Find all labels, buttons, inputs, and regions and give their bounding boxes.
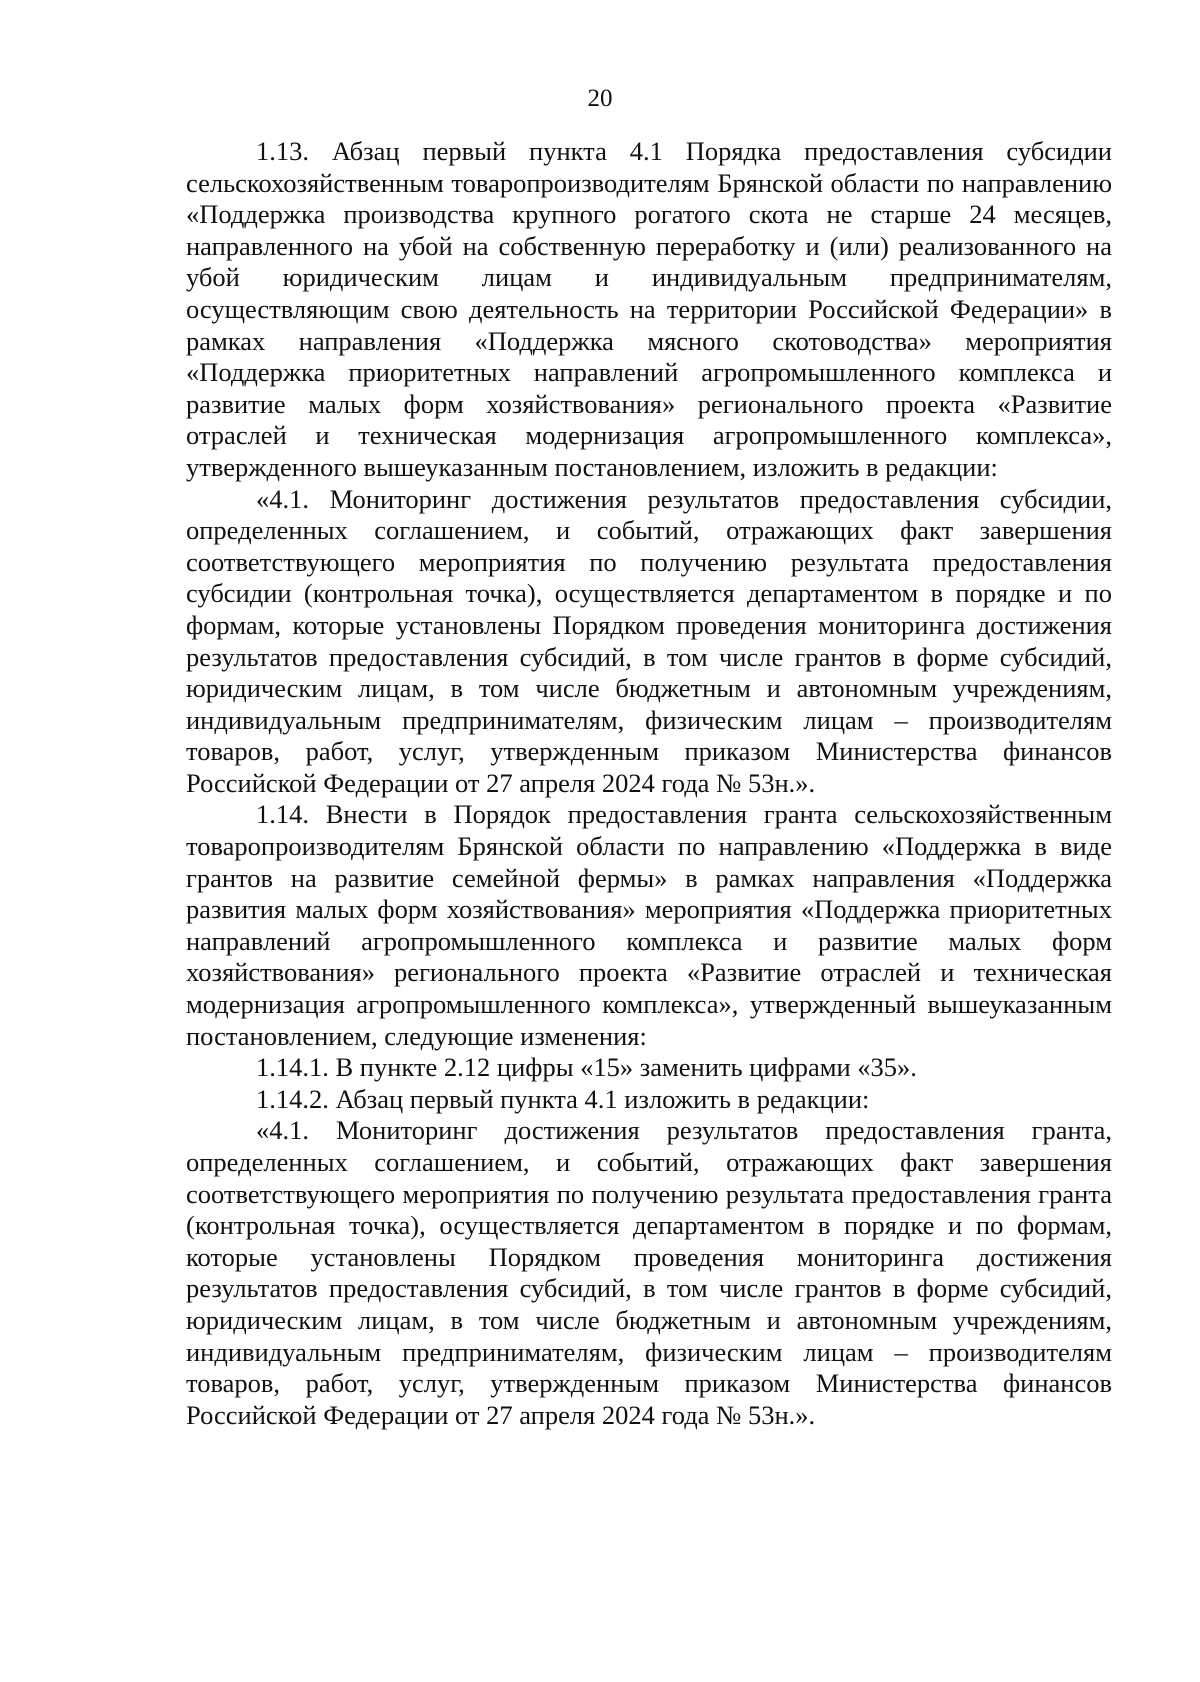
page-number: 20: [587, 85, 613, 112]
paragraph-1-14-2: 1.14.2. Абзац первый пункта 4.1 изложить в редакции:: [256, 1083, 870, 1114]
paragraph-1-14: 1.14. Внести в Порядок предоставления гранта сельскохозяйственным товаропроизводителям Брянской области по направлению «Поддержка в виде грантов на развитие семейной фермы» в рамках направления «Поддержка развития малых форм хозяйствования» мероприятия «Поддержка приоритетных направлений агропромышленного комплекса и развитие малых форм хозяйствования» регионального проекта «Развитие отраслей и техническая модернизация агропромышленного комплекса», утвержденный вышеуказанным постановлением, следующие изменения:: [186, 799, 1112, 1051]
paragraph-1-14-1: 1.14.1. В пункте 2.12 цифры «15» заменить цифрами «35».: [256, 1052, 917, 1083]
paragraph-4-1-grant-quote: «4.1. Мониторинг достижения результатов предоставления гранта, определенных соглашением, и событий, отражающих факт завершения соответствующего мероприятия по получению результата предоставления гранта (контрольная точка), осуществляется департаментом в порядке и по формам, которые установлены Порядком проведения мониторинга достижения результатов предоставления субсидий, в том числе грантов в форме субсидий, юридическим лицам, в том числе бюджетным и автономным учреждениям, индивидуальным предпринимателям, физическим лицам – производителям товаров, работ, услуг, утвержденным приказом Министерства финансов Российской Федерации от 27 апреля 2024 года № 53н.».: [186, 1115, 1112, 1430]
paragraph-1-13: 1.13. Абзац первый пункта 4.1 Порядка предоставления субсидии сельскохозяйственным товаропроизводителям Брянской области по направлению «Поддержка производства крупного рогатого скота не старше 24 месяцев, направленного на убой на собственную переработку и (или) реализованного на убой юридическим лицам и индивидуальным предпринимателям, осуществляющим свою деятельность на территории Российской Федерации» в рамках направления «Поддержка мясного скотоводства» мероприятия «Поддержка приоритетных направлений агропромышленного комплекса и развитие малых форм хозяйствования» регионального проекта «Развитие отраслей и техническая модернизация агропромышленного комплекса», утвержденного вышеуказанным постановлением, изложить в редакции:: [186, 136, 1112, 482]
document-body: [186, 136, 1112, 1431]
paragraph-4-1-subsidy-quote: «4.1. Мониторинг достижения результатов предоставления субсидии, определенных соглашением, и событий, отражающих факт завершения соответствующего мероприятия по получению результата предоставления субсидии (контрольная точка), осуществляется департаментом в порядке и по формам, которые установлены Порядком проведения мониторинга достижения результатов предоставления субсидий, в том числе грантов в форме субсидий, юридическим лицам, в том числе бюджетным и автономным учреждениям, индивидуальным предпринимателям, физическим лицам – производителям товаров, работ, услуг, утвержденным приказом Министерства финансов Российской Федерации от 27 апреля 2024 года № 53н.».: [186, 483, 1112, 798]
